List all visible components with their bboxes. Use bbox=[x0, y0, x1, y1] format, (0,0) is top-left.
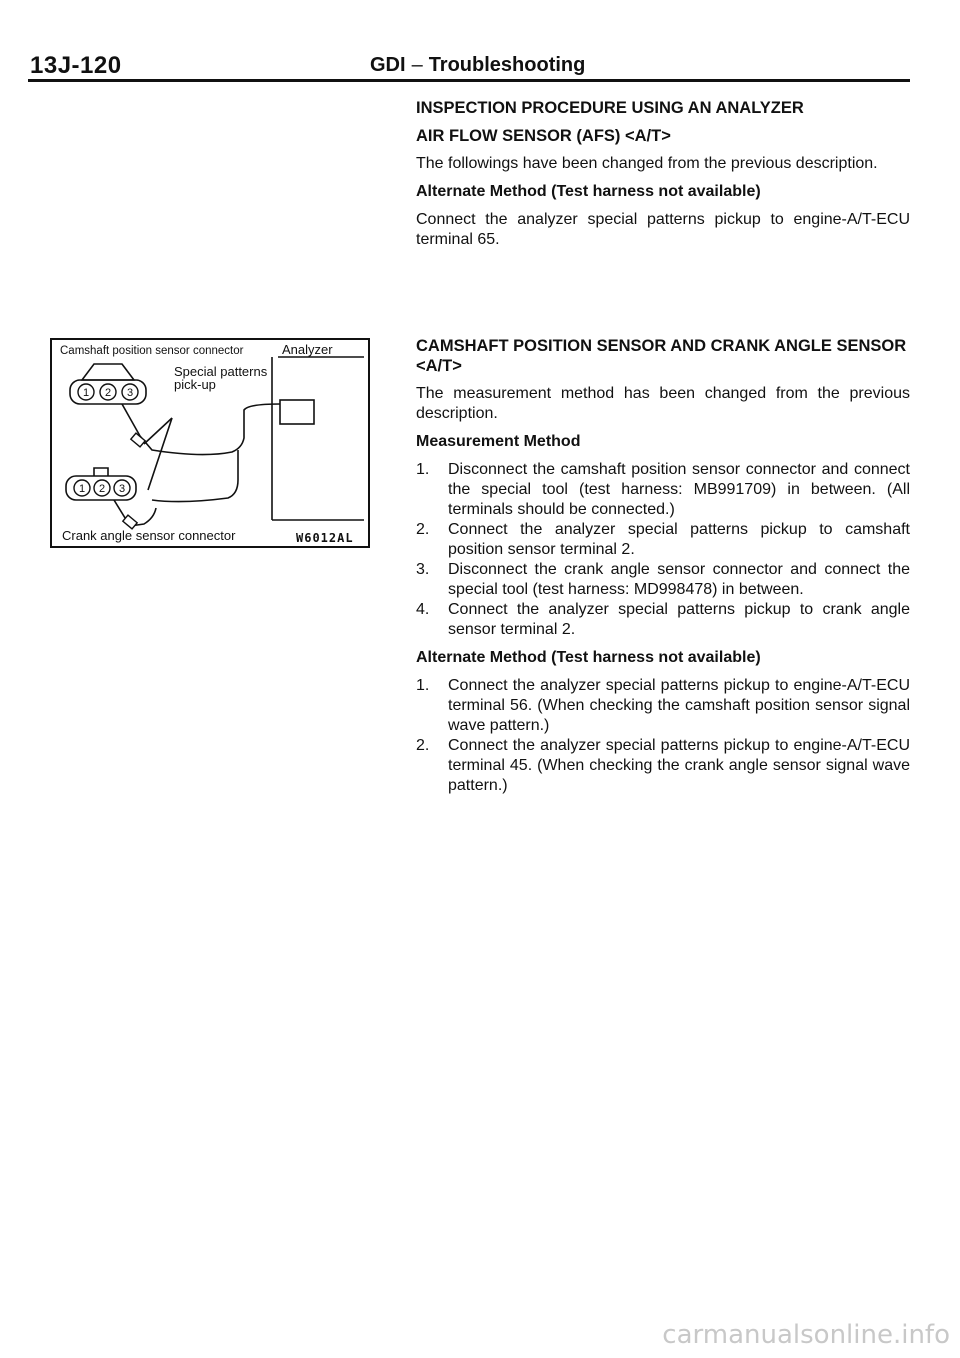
cam-probe-tip bbox=[131, 433, 145, 447]
afs-heading-2: AIR FLOW SENSOR (AFS) <A/T> bbox=[416, 127, 671, 145]
watermark: carmanualsonline.info bbox=[662, 1320, 950, 1350]
method-title: Measurement Method bbox=[416, 433, 581, 450]
list-item bbox=[416, 600, 910, 640]
crank-connector-label: Crank angle sensor connector bbox=[62, 528, 236, 543]
step-text: Disconnect the camshaft position sensor connector and connect the special tool (test harness: MB991709) in between. (All terminals should be connected.) bbox=[448, 461, 910, 518]
afs-alt-text: Connect the analyzer special patterns pickup to engine-A/T-ECU terminal 65. bbox=[416, 211, 910, 248]
alt-steps bbox=[416, 676, 910, 796]
list-item bbox=[416, 460, 910, 520]
cmp-alt-title: Alternate Method (Test harness not available) bbox=[416, 649, 761, 666]
afs-section bbox=[416, 98, 910, 258]
step-text: Connect the analyzer special patterns pickup to camshaft position sensor terminal 2. bbox=[448, 521, 910, 558]
page-header bbox=[0, 0, 960, 90]
pickup-label bbox=[174, 365, 267, 391]
crank-pickup-lead bbox=[152, 450, 238, 502]
step-number: 3. bbox=[416, 561, 430, 578]
crank-pin-label-2: 2 bbox=[98, 483, 106, 495]
cmp-intro: The measurement method has been changed from the previous description. bbox=[416, 385, 910, 422]
list-item bbox=[416, 736, 910, 796]
analyzer-label: Analyzer bbox=[282, 342, 333, 357]
pickup-label-line-2: pick-up bbox=[174, 377, 216, 392]
header-rule bbox=[28, 79, 910, 82]
cam-pin-label-3: 3 bbox=[126, 387, 134, 399]
subsection-name: Troubleshooting bbox=[428, 54, 586, 76]
step-text: Connect the analyzer special patterns pickup to crank angle sensor terminal 2. bbox=[448, 601, 910, 638]
afs-alt-title: Alternate Method (Test harness not available) bbox=[416, 183, 761, 200]
list-item bbox=[416, 560, 910, 600]
sensor-connection-diagram bbox=[50, 338, 370, 548]
analyzer-input-jack bbox=[280, 400, 314, 424]
camshaft-connector-label: Camshaft position sensor connector bbox=[60, 345, 244, 357]
method-steps bbox=[416, 460, 910, 640]
section-title bbox=[370, 54, 585, 77]
step-number: 1. bbox=[416, 677, 430, 694]
step-text: Disconnect the crank angle sensor connector and connect the special tool (test harness: MD998478) in between. bbox=[448, 561, 910, 598]
step-number: 4. bbox=[416, 601, 430, 618]
cam-pin-label-2: 2 bbox=[104, 387, 112, 399]
camshaft-wire-1 bbox=[122, 404, 140, 436]
step-number: 2. bbox=[416, 737, 430, 754]
cmp-heading: CAMSHAFT POSITION SENSOR AND CRANK ANGLE SENSOR <A/T> bbox=[416, 337, 907, 375]
afs-intro: The followings have been changed from the previous description. bbox=[416, 155, 878, 172]
list-item bbox=[416, 520, 910, 560]
step-text: Connect the analyzer special patterns pickup to engine-A/T-ECU terminal 56. (When checking the camshaft position sensor signal wave pattern.) bbox=[448, 677, 910, 734]
crank-connector-tab bbox=[94, 468, 108, 476]
cam-pin-label-1: 1 bbox=[82, 387, 90, 399]
section-name: GDI bbox=[370, 54, 406, 76]
camshaft-connector-hood bbox=[82, 364, 134, 380]
crank-pin-label-3: 3 bbox=[118, 483, 126, 495]
pickup-label-line-1: Special patterns bbox=[174, 364, 268, 379]
page-number: 13J-120 bbox=[30, 52, 122, 79]
crank-pin-label-1: 1 bbox=[78, 483, 86, 495]
cmp-section bbox=[416, 336, 910, 804]
title-separator: – bbox=[411, 54, 423, 76]
figure-code: W6012AL bbox=[296, 531, 354, 545]
afs-heading-1: INSPECTION PROCEDURE USING AN ANALYZER bbox=[416, 99, 804, 117]
list-item bbox=[416, 676, 910, 736]
step-text: Connect the analyzer special patterns pickup to engine-A/T-ECU terminal 45. (When checking the crank angle sensor signal wave pattern.) bbox=[448, 737, 910, 794]
step-number: 1. bbox=[416, 461, 430, 478]
step-number: 2. bbox=[416, 521, 430, 538]
